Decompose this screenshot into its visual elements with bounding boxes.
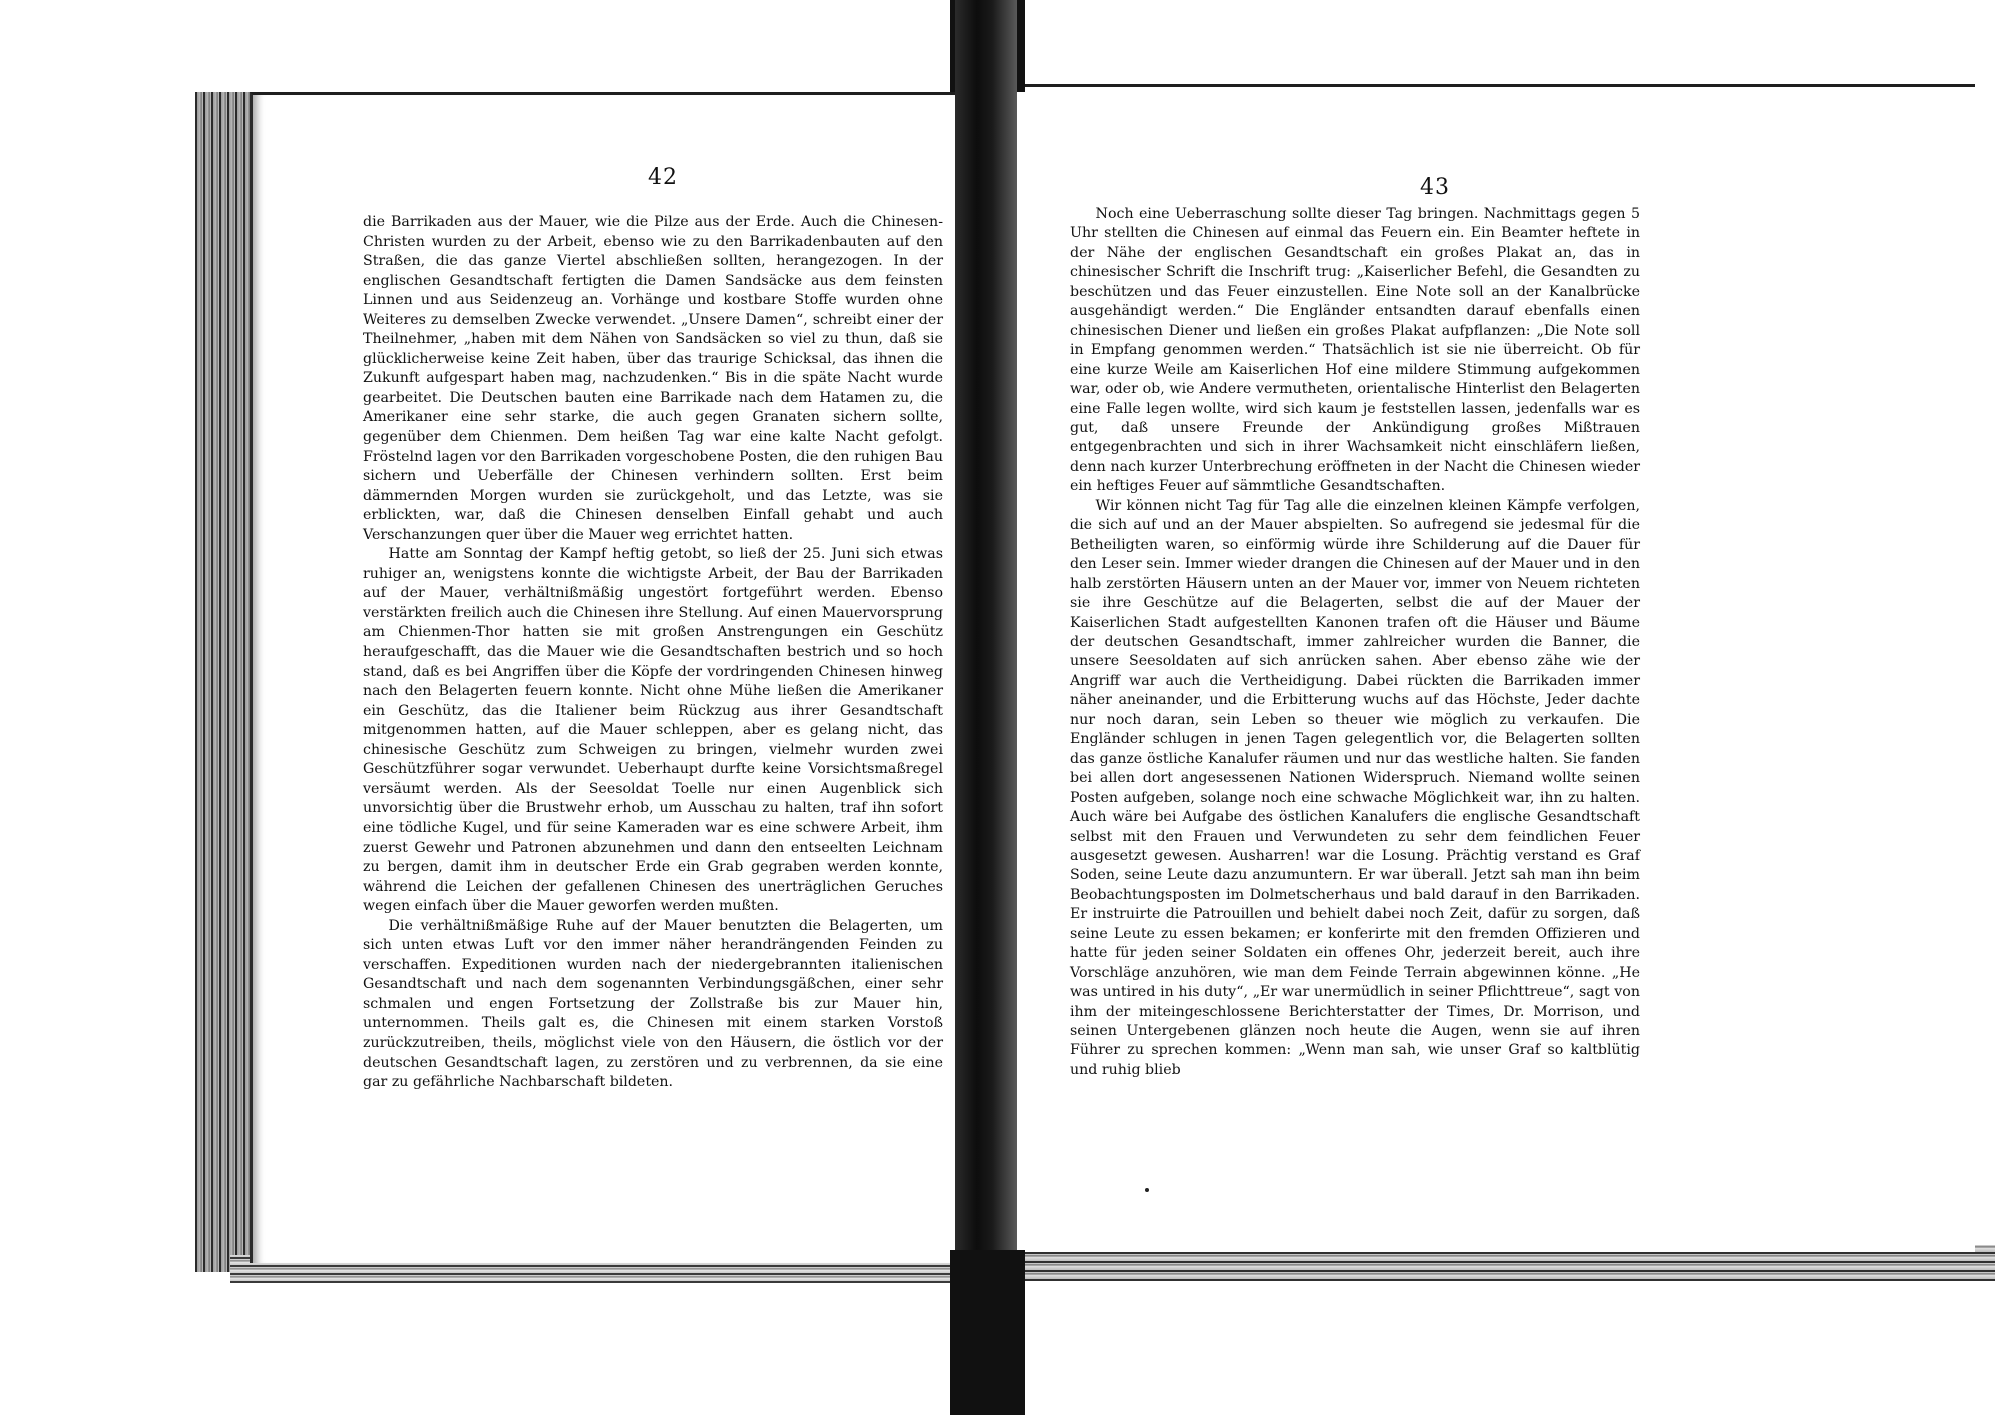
- left-paragraph-1: die Barrikaden aus der Mauer, wie die Pilze aus der Erde. Auch die Chinesen-Christen wurden zu der Arbeit, ebenso wie zu den Barrikadenbauten auf den Straßen, die das ganze Viertel abschließen sollten, herangezogen. In der englischen Gesandtschaft fertigten die Damen Sandsäcke aus dem feinsten Linnen und aus Seidenzeug an. Vorhänge und kostbare Stoffe wurden ohne Weiteres zu demselben Zwecke verwendet. „Unsere Damen“, schreibt einer der Theilnehmer, „haben mit dem Nähen von Sandsäcken so viel zu thun, daß sie glücklicherweise keine Zeit haben, über das traurige Schicksal, das ihnen die Zukunft aufgespart haben mag, nachzudenken.“ Bis in die späte Nacht wurde gearbeitet. Die Deutschen bauten eine Barrikade nach dem Hatamen zu, die Amerikaner eine sehr starke, die auch gegen Granaten sichern sollte, gegenüber dem Chienmen. Dem heißen Tag war eine kalte Nacht gefolgt. Fröstelnd lagen vor den Barrikaden vorgeschobene Posten, die den ruhigen Bau sichern und Ueberfälle der Chinesen verhindern sollten. Erst beim dämmernden Morgen wurden sie zurückgeholt, und das Letzte, was sie erblickten, war, daß die Chinesen denselben Einfall gehabt und auch Verschanzungen quer über die Mauer weg errichtet hatten.: [363, 214, 943, 543]
- book-gutter: [955, 0, 1017, 1415]
- page-number-left: 42: [648, 165, 678, 190]
- right-paragraph-1: Noch eine Ueberraschung sollte dieser Tag bringen. Nachmittags gegen 5 Uhr stellten die Chinesen auf einmal das Feuern ein. Ein Beamter heftete in der Nähe der englischen Gesandtschaft ein großes Plakat an, das in chinesischer Schrift die Inschrift trug: „Kaiserlicher Befehl, die Gesandten zu beschützen und das Feuer einzustellen. Eine Note soll an der Kanalbrücke ausgehändigt werden.“ Die Engländer entsandten darauf ebenfalls einen chinesischen Diener und ließen ein großes Plakat aufpflanzen: „Die Note soll in Empfang genommen werden.“ Thatsächlich ist sie nie überreicht. Ob für eine kurze Weile am Kaiserlichen Hof eine mildere Stimmung aufgekommen war, oder ob, wie Andere vermutheten, orientalische Hinterlist den Belagerten eine Falle legen wollte, wird sich kaum je feststellen lassen, jedenfalls war es gut, daß unsere Freunde der Ankündigung großes Mißtrauen entgegenbrachten und sich in ihrer Wachsamkeit nicht einschläfern ließen, denn nach kurzer Unterbrechung eröffneten in der Nacht die Chinesen wieder ein heftiges Feuer auf sämmtliche Gesandtschaften.: [1070, 206, 1640, 495]
- right-paragraph-2: Wir können nicht Tag für Tag alle die einzelnen kleinen Kämpfe verfolgen, die sich auf und an der Mauer abspielten. So aufregend sie jedesmal für die Betheiligten waren, so einförmig würde ihre Schilderung auf die Dauer für den Leser sein. Immer wieder drangen die Chinesen auf der Mauer und in den halb zerstörten Häusern unten an der Mauer vor, immer von Neuem richteten sie ihre Geschütze auf die Belagerten, selbst die auf der Mauer der Kaiserlichen Stadt aufgestellten Kanonen trafen oft die Häuser und Bäume der deutschen Gesandtschaft, immer zahlreicher wurden die Banner, die unsere Seesoldaten auf sich anrücken sahen. Aber ebenso zähe wie der Angriff war auch die Vertheidigung. Dabei rückten die Barrikaden immer näher aneinander, und die Erbitterung wuchs auf das Höchste, Jeder dachte nur noch daran, sein Leben so theuer wie möglich zu verkaufen. Die Engländer schlugen in jenen Tagen gelegentlich vor, die Belagerten sollten das ganze östliche Kanalufer räumen und nur das westliche halten. Sie fanden bei allen dort angesessenen Nationen Widerspruch. Niemand wollte seinen Posten aufgeben, solange noch eine schwache Möglichkeit war, ihn zu halten. Auch wäre bei Aufgabe des östlichen Kanalufers die englische Gesandtschaft selbst mit den Frauen und Verwundeten zu sehr dem feindlichen Feuer ausgesetzt gewesen. Ausharren! war die Losung. Prächtig verstand es Graf Soden, seine Leute dazu anzumuntern. Er war überall. Jetzt sah man ihn beim Beobachtungsposten im Dolmetscherhaus und bald darauf in den Barrikaden. Er instruirte die Patrouillen und behielt dabei noch Zeit, dafür zu sorgen, daß seine Leute zu essen bekamen; er konferirte mit den fremden Offizieren und hatte für jeden seiner Soldaten ein offenes Ohr, jederzeit bereit, auch ihre Vorschläge anzuhören, wie man dem Feinde Terrain abgewinnen könne. „He was untired in his duty“, „Er war unermüdlich in seiner Pflichttreue“, sagt von ihm der miteingeschlossene Berichterstatter der Times, Dr. Morrison, und seinen Untergebenen glänzen noch heute die Augen, wenn sie auf ihren Führer zu sprechen kommen: „Wenn man sah, wie unser Graf so kaltblütig und ruhig blieb: [1070, 497, 1640, 1078]
- gutter-bottom: [950, 1250, 1025, 1415]
- page-edges-left: [195, 92, 257, 1272]
- ink-speck: [1145, 1188, 1149, 1192]
- left-page: [250, 92, 998, 1263]
- left-paragraph-3: Die verhältnißmäßige Ruhe auf der Mauer benutzten die Belagerten, um sich unten etwas Luft vor den immer näher herandrängenden Feinden zu verschaffen. Expeditionen wurden nach der niedergebrannten italienischen Gesandtschaft und nach dem sogenannten Verbindungsgäßchen, einer sehr schmalen und engen Fortsetzung der Zollstraße bis zur Mauer hin, unternommen. Theils galt es, die Chinesen mit einem starken Vorstoß zurückzutreiben, theils, möglichst viele von den Häusern, die östlich vor der deutschen Gesandtschaft lagen, zu zerstören und zu verbrennen, da sie eine gar zu gefährliche Nachbarschaft bildeten.: [363, 917, 943, 1091]
- left-paragraph-2: Hatte am Sonntag der Kampf heftig getobt, so ließ der 25. Juni sich etwas ruhiger an, wenigstens konnte die wichtigste Arbeit, der Bau der Barrikaden auf der Mauer, verhältnißmäßig ungestört fortgeführt werden. Ebenso verstärkten freilich auch die Chinesen ihre Stellung. Auf einen Mauervorsprung am Chienmen-Thor hatten sie mit großen Anstrengungen ein Geschütz heraufgeschafft, das die Mauer wie die Gesandtschaften bestrich und so hoch stand, daß es bei Angriffen über die Köpfe der vordringenden Chinesen hinweg nach den Belagerten feuern konnte. Nicht ohne Mühe ließen die Amerikaner ein Geschütz, das die Italiener beim Rückzug aus ihrer Gesandtschaft mitgenommen hatten, auf die Mauer schleppen, aber es gelang nicht, das chinesische Geschütz zum Schweigen zu bringen, vielmehr wurden zwei Geschützführer sogar verwundet. Ueberhaupt durfte keine Vorsichtsmaßregel versäumt werden. Als der Seesoldat Toelle nur einen Augenblick sich unvorsichtig über die Brustwehr erhob, um Ausschau zu halten, traf ihn sofort eine tödliche Kugel, und für seine Kameraden war es eine schwere Arbeit, ihm zuerst Gewehr und Patronen abzunehmen und dann den entseelten Leichnam zu bergen, damit ihm in deutscher Erde ein Grab gegraben werden konnte, während die Leichen der gefallenen Chinesen des unerträglichen Geruches wegen einfach über die Mauer geworfen werden mußten.: [363, 546, 943, 915]
- right-page: [1010, 84, 1975, 1252]
- right-page-body: [1070, 205, 1640, 1080]
- left-page-body: [363, 213, 943, 1093]
- page-number-right: 43: [1420, 175, 1450, 200]
